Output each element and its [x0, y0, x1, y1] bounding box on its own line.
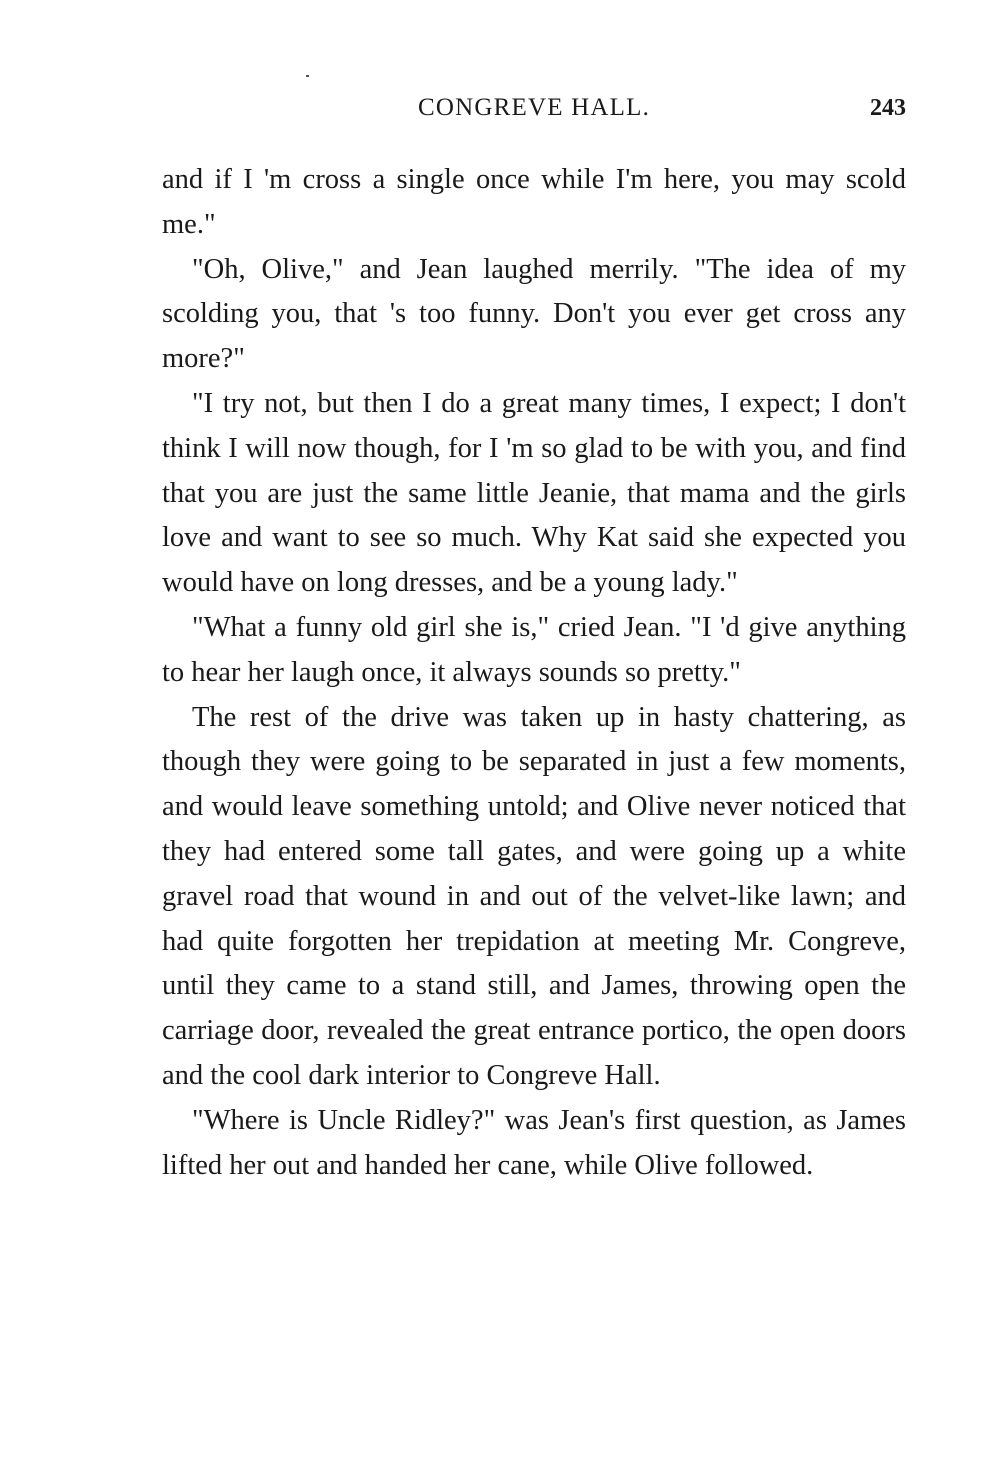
paragraph: The rest of the drive was taken up in hasty chattering, as though they were going to be separated in just a few moments, and would leave something untold; and Olive never noticed that they had entered some tall gates, and were going up a white gravel road that wound in and out of the velvet-like lawn; and had quite forgotten her trepidation at meeting Mr. Congreve, until they came to a stand still, and James, throwing open the carriage door, revealed the great entrance portico, the open doors and the cool dark interior to Congreve Hall.	[162, 701, 906, 1091]
print-speck	[306, 75, 309, 77]
paragraph: "I try not, but then I do a great many times, I expect; I don't think I will now though, for I 'm so glad to be with you, and find that you are just the same little Jeanie, that mama and the girls love and want to see so much. Why Kat said she expected you would have on long dresses, and be a young lady."	[162, 387, 906, 599]
running-title: CONGREVE HALL.	[417, 94, 651, 121]
body-text	[162, 158, 906, 1188]
paragraph: and if I 'm cross a single once while I'm here, you may scold me."	[162, 164, 906, 240]
paragraph: "What a funny old girl she is," cried Jean. "I 'd give anything to hear her laugh once, it always sounds so pretty."	[162, 611, 906, 688]
paragraph: "Where is Uncle Ridley?" was Jean's first question, as James lifted her out and handed her cane, while Olive followed.	[162, 1104, 906, 1181]
page-number: 243	[870, 95, 906, 121]
running-head	[162, 88, 906, 128]
paragraph: "Oh, Olive," and Jean laughed merrily. "The idea of my scolding you, that 's too funny. Don't you ever get cross any more?"	[162, 253, 906, 375]
